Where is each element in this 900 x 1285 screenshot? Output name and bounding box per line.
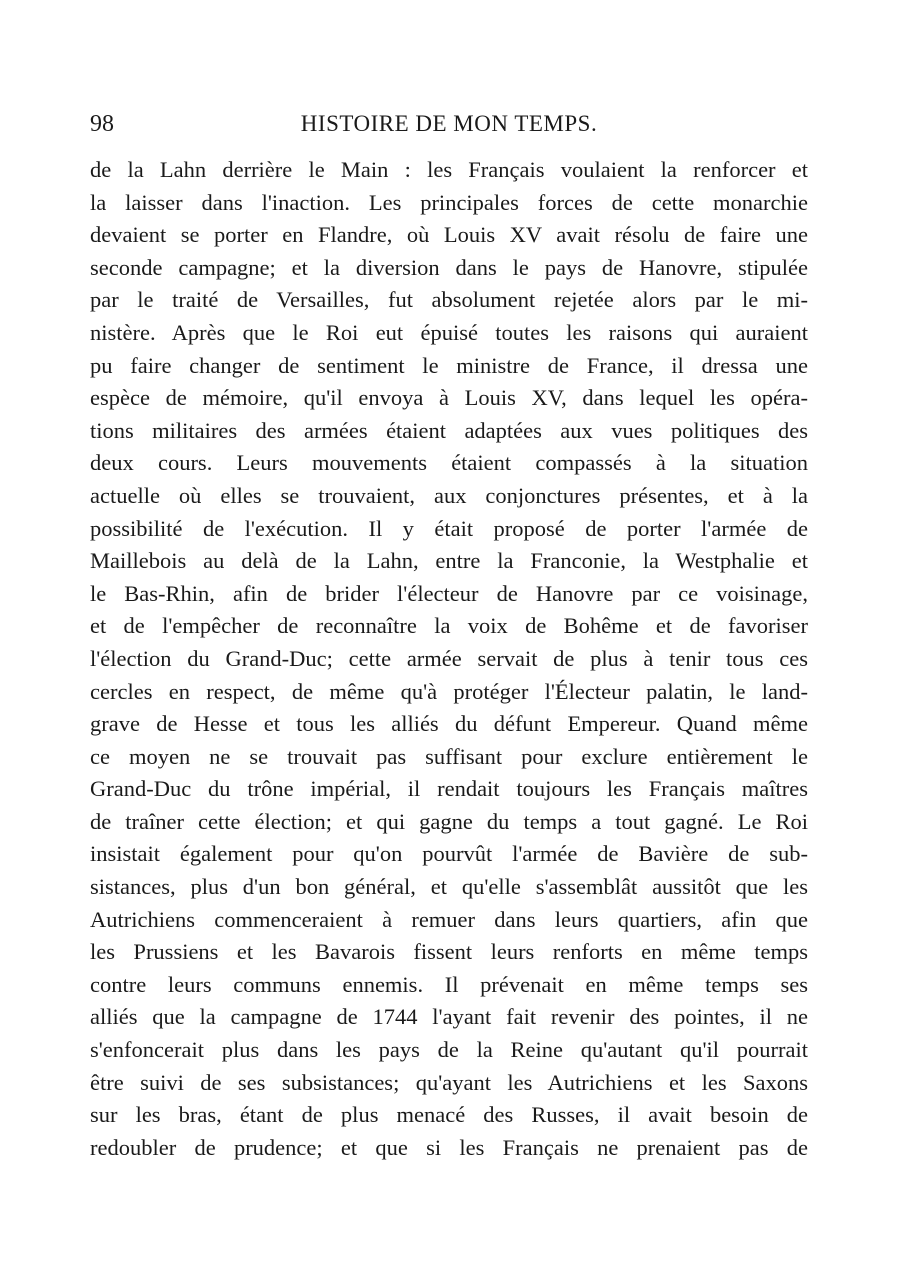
page-number: 98 (90, 111, 114, 137)
text-line: s'enfoncerait plus dans les pays de la Reine qu'autant qu'il pourrait (90, 1037, 808, 1063)
text-line: nistère. Après que le Roi eut épuisé toutes les raisons qui auraient (90, 319, 808, 345)
text-line: seconde campagne; et la diversion dans le pays de Hanovre, stipulée (90, 254, 808, 280)
text-line: Grand-Duc du trône impérial, il rendait toujours les Français maîtres (90, 776, 808, 802)
text-line: tions militaires des armées étaient adaptées aux vues politiques des (90, 417, 808, 443)
text-line: ce moyen ne se trouvait pas suffisant pour exclure entièrement le (90, 743, 808, 769)
text-line: Maillebois au delà de la Lahn, entre la Franconie, la Westphalie et (90, 548, 808, 574)
text-line: par le traité de Versailles, fut absolument rejetée alors par le mi- (90, 287, 808, 313)
text-line: deux cours. Leurs mouvements étaient compassés à la situation (90, 450, 808, 476)
text-line: possibilité de l'exécution. Il y était proposé de porter l'armée de (90, 515, 808, 541)
text-line: cercles en respect, de même qu'à protéger l'Électeur palatin, le land- (90, 678, 808, 704)
text-line: grave de Hesse et tous les alliés du défunt Empereur. Quand même (90, 711, 808, 737)
text-line: les Prussiens et les Bavarois fissent leurs renforts en même temps (90, 939, 808, 965)
text-line: devaient se porter en Flandre, où Louis XV avait résolu de faire une (90, 222, 808, 248)
text-line: être suivi de ses subsistances; qu'ayant les Autrichiens et les Saxons (90, 1069, 808, 1095)
text-line: de la Lahn derrière le Main : les Français voulaient la renforcer et (90, 157, 808, 182)
text-line: l'élection du Grand-Duc; cette armée servait de plus à tenir tous ces (90, 645, 808, 671)
body-text (90, 154, 808, 1164)
text-line: de traîner cette élection; et qui gagne du temps a tout gagné. Le Roi (90, 808, 808, 834)
text-line: sur les bras, étant de plus menacé des Russes, il avait besoin de (90, 1102, 808, 1128)
running-title: HISTOIRE DE MON TEMPS. (300, 111, 598, 136)
text-line: le Bas-Rhin, afin de brider l'électeur de Hanovre par ce voisinage, (90, 580, 808, 606)
text-line: pu faire changer de sentiment le ministre de France, il dressa une (90, 352, 808, 378)
text-line: redoubler de prudence; et que si les Français ne prenaient pas de (90, 1134, 808, 1160)
text-line: actuelle où elles se trouvaient, aux conjonctures présentes, et à la (90, 482, 808, 508)
text-line: sistances, plus d'un bon général, et qu'elle s'assemblât aussitôt que les (90, 874, 808, 900)
text-line: Autrichiens commenceraient à remuer dans leurs quartiers, afin que (90, 906, 808, 932)
running-head (90, 106, 808, 142)
text-line: et de l'empêcher de reconnaître la voix de Bohême et de favoriser (90, 613, 808, 639)
text-line: espèce de mémoire, qu'il envoya à Louis XV, dans lequel les opéra- (90, 385, 808, 411)
text-line: contre leurs communs ennemis. Il prévenait en même temps ses (90, 971, 808, 997)
text-line: alliés que la campagne de 1744 l'ayant fait revenir des pointes, il ne (90, 1004, 808, 1030)
text-line: insistait également pour qu'on pourvût l'armée de Bavière de sub- (90, 841, 808, 867)
text-line: la laisser dans l'inaction. Les principales forces de cette monarchie (90, 189, 808, 215)
